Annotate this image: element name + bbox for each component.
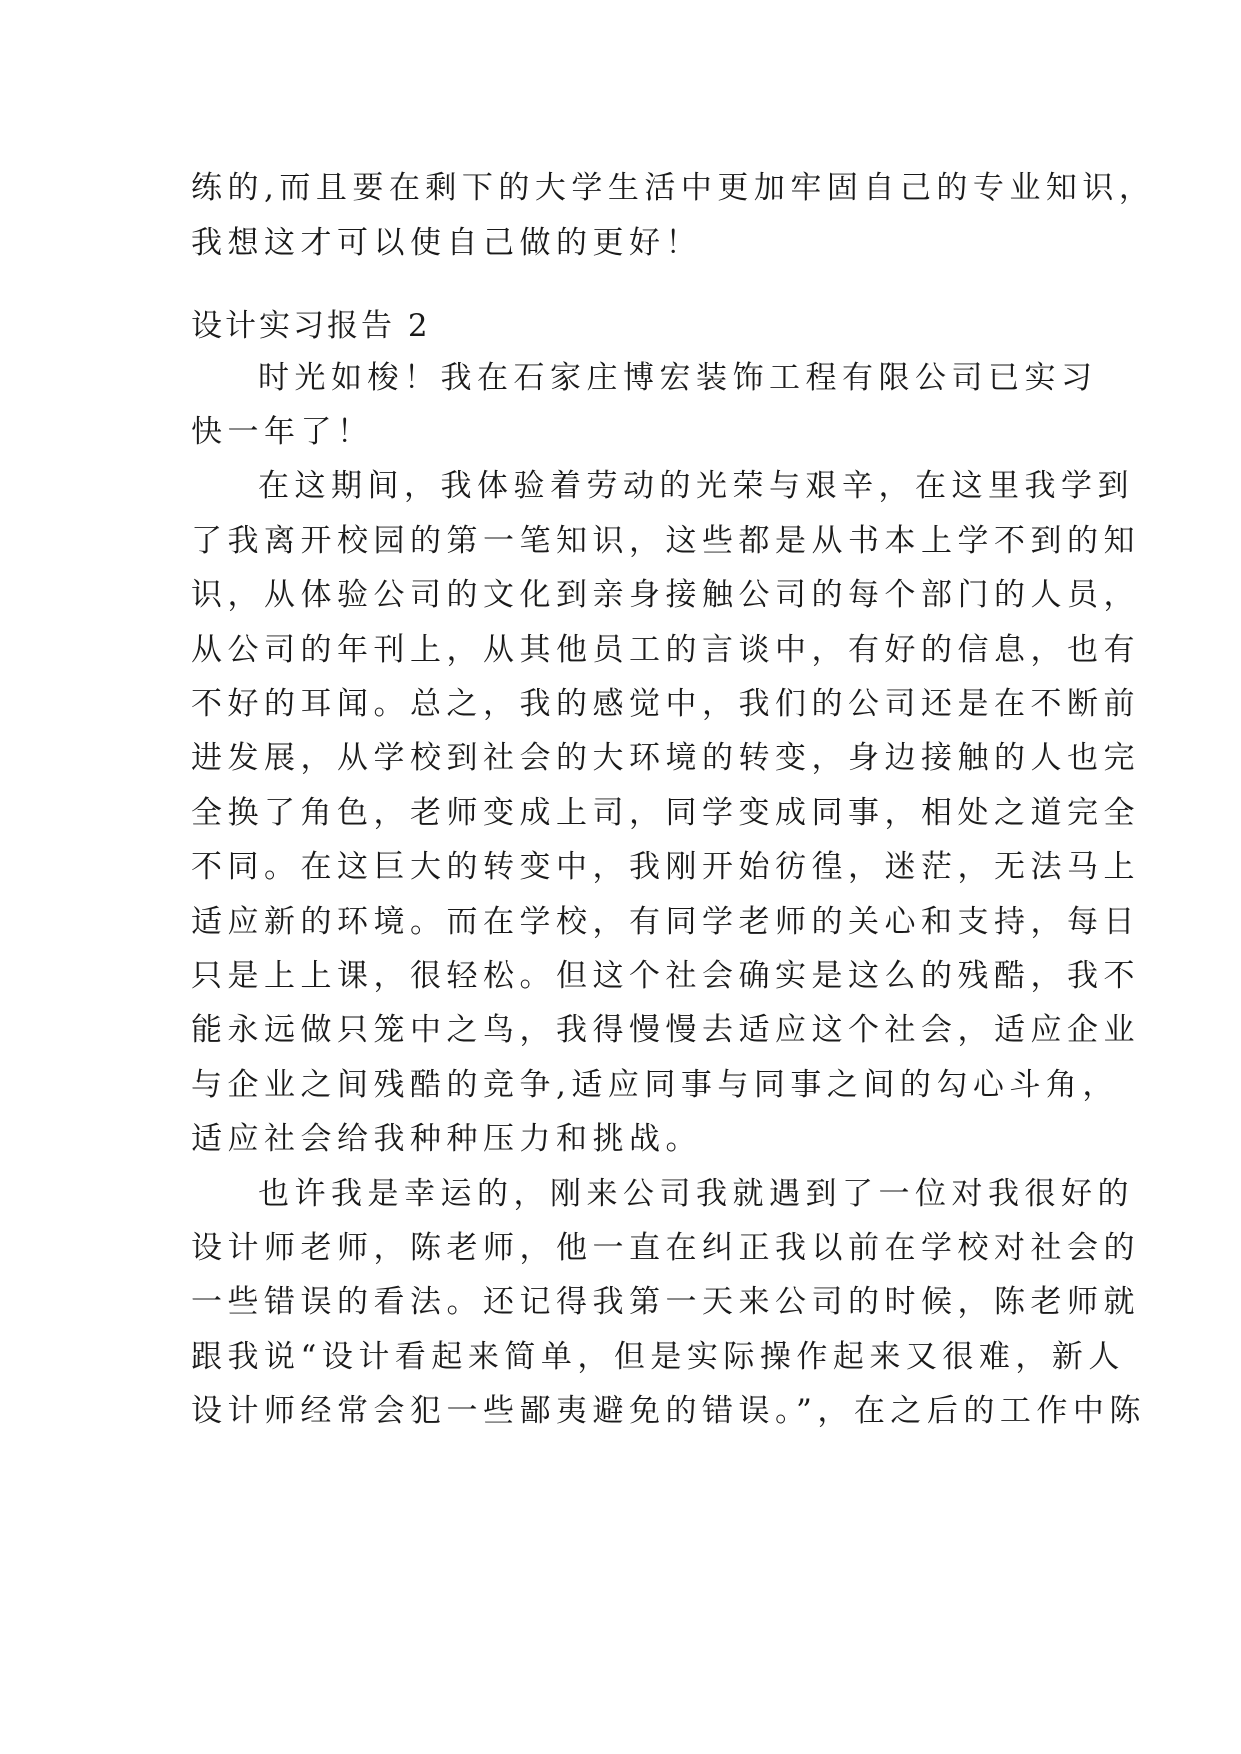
paragraph-2-line-11: 能永远做只笼中之鸟，我得慢慢去适应这个社会，适应企业 [191, 1012, 1140, 1048]
paragraph-2-line-6: 进发展，从学校到社会的大环境的转变，身边接触的人也完 [191, 740, 1140, 776]
section-title: 设计实习报告 2 [191, 308, 431, 344]
paragraph-3-line-4: 跟我说“设计看起来简单，但是实际操作起来又很难，新人 [191, 1339, 1125, 1375]
paragraph-2-line-8: 不同。在这巨大的转变中，我刚开始彷徨，迷茫，无法马上 [191, 849, 1140, 885]
paragraph-1-line-2: 快一年了！ [191, 414, 374, 450]
intro-line-2: 我想这才可以使自己做的更好！ [191, 225, 702, 261]
paragraph-2-line-12: 与企业之间残酷的竞争,适应同事与同事之间的勾心斗角， [191, 1067, 1119, 1103]
paragraph-3-line-3: 一些错误的看法。还记得我第一天来公司的时候，陈老师就 [191, 1284, 1140, 1320]
paragraph-2-line-5: 不好的耳闻。总之，我的感觉中，我们的公司还是在不断前 [191, 686, 1140, 722]
paragraph-2-line-7: 全换了角色，老师变成上司，同学变成同事，相处之道完全 [191, 795, 1140, 831]
paragraph-2-line-2: 了我离开校园的第一笔知识，这些都是从书本上学不到的知 [191, 523, 1140, 559]
paragraph-1-line-1: 时光如梭！我在石家庄博宏装饰工程有限公司已实习 [258, 360, 1098, 396]
paragraph-2-line-1: 在这期间，我体验着劳动的光荣与艰辛，在这里我学到 [258, 468, 1134, 504]
paragraph-2-line-13: 适应社会给我种种压力和挑战。 [191, 1121, 702, 1157]
intro-line-1: 练的,而且要在剩下的大学生活中更加牢固自己的专业知识， [191, 170, 1156, 206]
paragraph-3-line-2: 设计师老师，陈老师，他一直在纠正我以前在学校对社会的 [191, 1230, 1140, 1266]
paragraph-3-line-1: 也许我是幸运的，刚来公司我就遇到了一位对我很好的 [258, 1176, 1134, 1212]
paragraph-2-line-10: 只是上上课，很轻松。但这个社会确实是这么的残酷，我不 [191, 958, 1140, 994]
paragraph-2-line-9: 适应新的环境。而在学校，有同学老师的关心和支持，每日 [191, 904, 1140, 940]
paragraph-3-line-5: 设计师经常会犯一些鄙夷避免的错误。”，在之后的工作中陈 [191, 1393, 1146, 1429]
paragraph-2-line-4: 从公司的年刊上，从其他员工的言谈中，有好的信息，也有 [191, 632, 1140, 668]
paragraph-2-line-3: 识，从体验公司的文化到亲身接触公司的每个部门的人员， [191, 577, 1140, 613]
